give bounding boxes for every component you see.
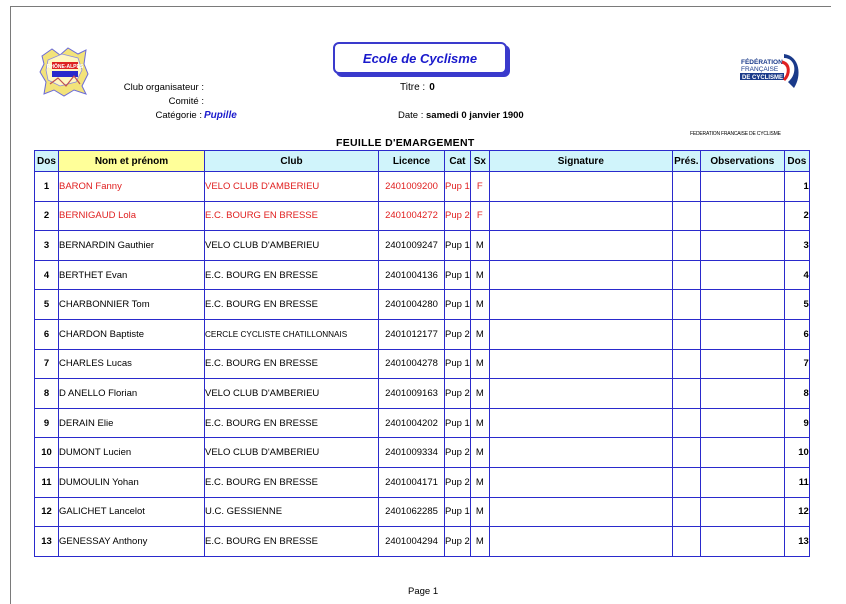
cell-dos2: 12	[784, 497, 809, 527]
cell-dos: 10	[35, 438, 59, 468]
cell-sx: M	[470, 260, 489, 290]
cell-observations	[700, 497, 784, 527]
cell-dos: 1	[35, 172, 59, 202]
cell-nom: GALICHET Lancelot	[59, 497, 205, 527]
cell-licence: 2401004171	[379, 467, 445, 497]
cell-signature	[489, 319, 672, 349]
cell-signature	[489, 438, 672, 468]
table-row	[35, 438, 810, 468]
col-observations-header: Observations	[700, 151, 784, 172]
cell-dos: 12	[35, 497, 59, 527]
table-row	[35, 408, 810, 438]
ffc-line-3: DE CYCLISME	[742, 75, 784, 81]
col-dos2-header: Dos	[784, 151, 809, 172]
cell-club: E.C. BOURG EN BRESSE	[205, 201, 379, 231]
cell-pres	[672, 467, 700, 497]
cell-sx: F	[470, 172, 489, 202]
cell-cat: Pup 1	[445, 497, 471, 527]
cell-sx: M	[470, 319, 489, 349]
categorie-label: Catégorie :	[155, 110, 202, 121]
cell-dos2: 1	[784, 172, 809, 202]
cell-nom: GENESSAY Anthony	[59, 527, 205, 557]
cell-nom: BERNARDIN Gauthier	[59, 231, 205, 261]
cell-dos2: 4	[784, 260, 809, 290]
cell-sx: F	[470, 201, 489, 231]
cell-nom: DUMOULIN Yohan	[59, 467, 205, 497]
cell-licence: 2401009334	[379, 438, 445, 468]
cell-club: U.C. GESSIENNE	[205, 497, 379, 527]
table-row	[35, 497, 810, 527]
cell-observations	[700, 467, 784, 497]
cell-cat: Pup 2	[445, 527, 471, 557]
table-row	[35, 260, 810, 290]
cell-dos2: 13	[784, 527, 809, 557]
cell-licence: 2401004278	[379, 349, 445, 379]
table-row	[35, 290, 810, 320]
cell-cat: Pup 2	[445, 319, 471, 349]
cell-club: VELO CLUB D'AMBERIEU	[205, 231, 379, 261]
club-organisateur-label: Club organisateur :	[123, 82, 204, 93]
cell-nom: D ANELLO Florian	[59, 379, 205, 409]
table-row	[35, 349, 810, 379]
cell-licence: 2401009163	[379, 379, 445, 409]
cell-nom: BERNIGAUD Lola	[59, 201, 205, 231]
cell-dos: 2	[35, 201, 59, 231]
cell-dos2: 7	[784, 349, 809, 379]
cell-pres	[672, 379, 700, 409]
cell-club: E.C. BOURG EN BRESSE	[205, 408, 379, 438]
cell-nom: BARON Fanny	[59, 172, 205, 202]
cell-observations	[700, 231, 784, 261]
cell-dos2: 6	[784, 319, 809, 349]
table-row	[35, 172, 810, 202]
col-pres-header: Prés.	[672, 151, 700, 172]
cell-dos: 8	[35, 379, 59, 409]
cell-sx: M	[470, 408, 489, 438]
page-number: Page 1	[408, 586, 439, 597]
cell-licence: 2401004272	[379, 201, 445, 231]
cell-cat: Pup 1	[445, 349, 471, 379]
cell-club: E.C. BOURG EN BRESSE	[205, 260, 379, 290]
cell-signature	[489, 349, 672, 379]
cell-dos: 13	[35, 527, 59, 557]
cell-dos2: 8	[784, 379, 809, 409]
cell-nom: CHARLES Lucas	[59, 349, 205, 379]
cell-pres	[672, 527, 700, 557]
col-cat-header: Cat	[445, 151, 471, 172]
cell-signature	[489, 408, 672, 438]
cell-sx: M	[470, 231, 489, 261]
cell-observations	[700, 379, 784, 409]
cell-nom: CHARBONNIER Tom	[59, 290, 205, 320]
date-line	[398, 110, 524, 121]
cell-club: VELO CLUB D'AMBERIEU	[205, 379, 379, 409]
sheet-title: FEUILLE D'EMARGEMENT	[336, 137, 475, 149]
categorie-value: Pupille	[204, 110, 237, 121]
school-title: Ecole de Cyclisme	[362, 50, 478, 66]
cell-sx: M	[470, 527, 489, 557]
cell-observations	[700, 290, 784, 320]
cell-cat: Pup 1	[445, 231, 471, 261]
cell-dos: 4	[35, 260, 59, 290]
date-value: samedi 0 janvier 1900	[426, 110, 524, 121]
cell-cat: Pup 2	[445, 379, 471, 409]
table-row	[35, 379, 810, 409]
signin-table	[34, 150, 810, 557]
cell-pres	[672, 290, 700, 320]
cell-club: E.C. BOURG EN BRESSE	[205, 467, 379, 497]
cell-licence: 2401004294	[379, 527, 445, 557]
cell-signature	[489, 467, 672, 497]
cell-nom: DUMONT Lucien	[59, 438, 205, 468]
cell-signature	[489, 201, 672, 231]
col-signature-header: Signature	[489, 151, 672, 172]
cell-club: E.C. BOURG EN BRESSE	[205, 527, 379, 557]
cell-observations	[700, 260, 784, 290]
cell-dos2: 10	[784, 438, 809, 468]
titre-label: Titre :	[400, 82, 426, 93]
cell-pres	[672, 497, 700, 527]
comite-label: Comité :	[168, 96, 204, 107]
cell-nom: CHARDON Baptiste	[59, 319, 205, 349]
cell-signature	[489, 527, 672, 557]
cell-sx: M	[470, 379, 489, 409]
table-row	[35, 201, 810, 231]
cell-observations	[700, 319, 784, 349]
logo-left-text: RHÔNE-ALPES	[46, 64, 84, 70]
col-licence-header: Licence	[379, 151, 445, 172]
cell-licence: 2401004202	[379, 408, 445, 438]
ffc-line-1: FÉDÉRATION	[741, 59, 783, 66]
cell-signature	[489, 172, 672, 202]
cell-pres	[672, 231, 700, 261]
cell-dos: 7	[35, 349, 59, 379]
cell-dos2: 11	[784, 467, 809, 497]
cell-club: E.C. BOURG EN BRESSE	[205, 349, 379, 379]
cell-licence: 2401009200	[379, 172, 445, 202]
cell-nom: DERAIN Elie	[59, 408, 205, 438]
cell-dos2: 5	[784, 290, 809, 320]
cell-sx: M	[470, 349, 489, 379]
cell-cat: Pup 2	[445, 201, 471, 231]
cell-observations	[700, 438, 784, 468]
cell-observations	[700, 349, 784, 379]
table-row	[35, 231, 810, 261]
table-header-row	[35, 151, 810, 172]
cell-pres	[672, 319, 700, 349]
table-row	[35, 527, 810, 557]
cell-dos: 11	[35, 467, 59, 497]
cell-sx: M	[470, 290, 489, 320]
cell-club: VELO CLUB D'AMBERIEU	[205, 172, 379, 202]
titre-value: 0	[429, 82, 435, 93]
cell-observations	[700, 172, 784, 202]
cell-cat: Pup 1	[445, 290, 471, 320]
cell-dos: 9	[35, 408, 59, 438]
cell-cat: Pup 1	[445, 260, 471, 290]
table-row	[35, 467, 810, 497]
cell-pres	[672, 408, 700, 438]
cell-dos2: 9	[784, 408, 809, 438]
cell-sx: M	[470, 438, 489, 468]
cell-pres	[672, 260, 700, 290]
cell-licence: 2401009247	[379, 231, 445, 261]
col-dos-header: Dos	[35, 151, 59, 172]
cell-observations	[700, 527, 784, 557]
cell-signature	[489, 497, 672, 527]
cell-signature	[489, 260, 672, 290]
titre-line	[400, 82, 435, 93]
cell-dos2: 2	[784, 201, 809, 231]
cell-pres	[672, 349, 700, 379]
cell-dos2: 3	[784, 231, 809, 261]
cell-observations	[700, 201, 784, 231]
cell-pres	[672, 438, 700, 468]
col-club-header: Club	[205, 151, 379, 172]
cell-cat: Pup 1	[445, 172, 471, 202]
cell-dos: 3	[35, 231, 59, 261]
col-sx-header: Sx	[470, 151, 489, 172]
cell-licence: 2401062285	[379, 497, 445, 527]
cell-dos: 6	[35, 319, 59, 349]
date-label: Date :	[398, 110, 424, 121]
table-row	[35, 319, 810, 349]
cell-licence: 2401004280	[379, 290, 445, 320]
cell-nom: BERTHET Evan	[59, 260, 205, 290]
cell-signature	[489, 231, 672, 261]
cell-signature	[489, 290, 672, 320]
cell-sx: M	[470, 467, 489, 497]
cell-signature	[489, 379, 672, 409]
school-title-box	[333, 42, 507, 74]
cell-club: CERCLE CYCLISTE CHATILLONNAIS	[205, 319, 379, 349]
cell-cat: Pup 1	[445, 408, 471, 438]
cell-licence: 2401004136	[379, 260, 445, 290]
col-nom-header: Nom et prénom	[59, 151, 205, 172]
cell-cat: Pup 2	[445, 438, 471, 468]
cell-club: E.C. BOURG EN BRESSE	[205, 290, 379, 320]
ffc-logo	[738, 52, 802, 96]
cell-pres	[672, 201, 700, 231]
cell-club: VELO CLUB D'AMBERIEU	[205, 438, 379, 468]
cell-observations	[700, 408, 784, 438]
cell-pres	[672, 172, 700, 202]
cell-licence: 2401012177	[379, 319, 445, 349]
federation-small-text: FEDERATION FRANCAISE DE CYCLISME	[690, 131, 781, 137]
ffc-line-2: FRANÇAISE	[741, 66, 779, 73]
cell-dos: 5	[35, 290, 59, 320]
cell-sx: M	[470, 497, 489, 527]
cell-cat: Pup 2	[445, 467, 471, 497]
